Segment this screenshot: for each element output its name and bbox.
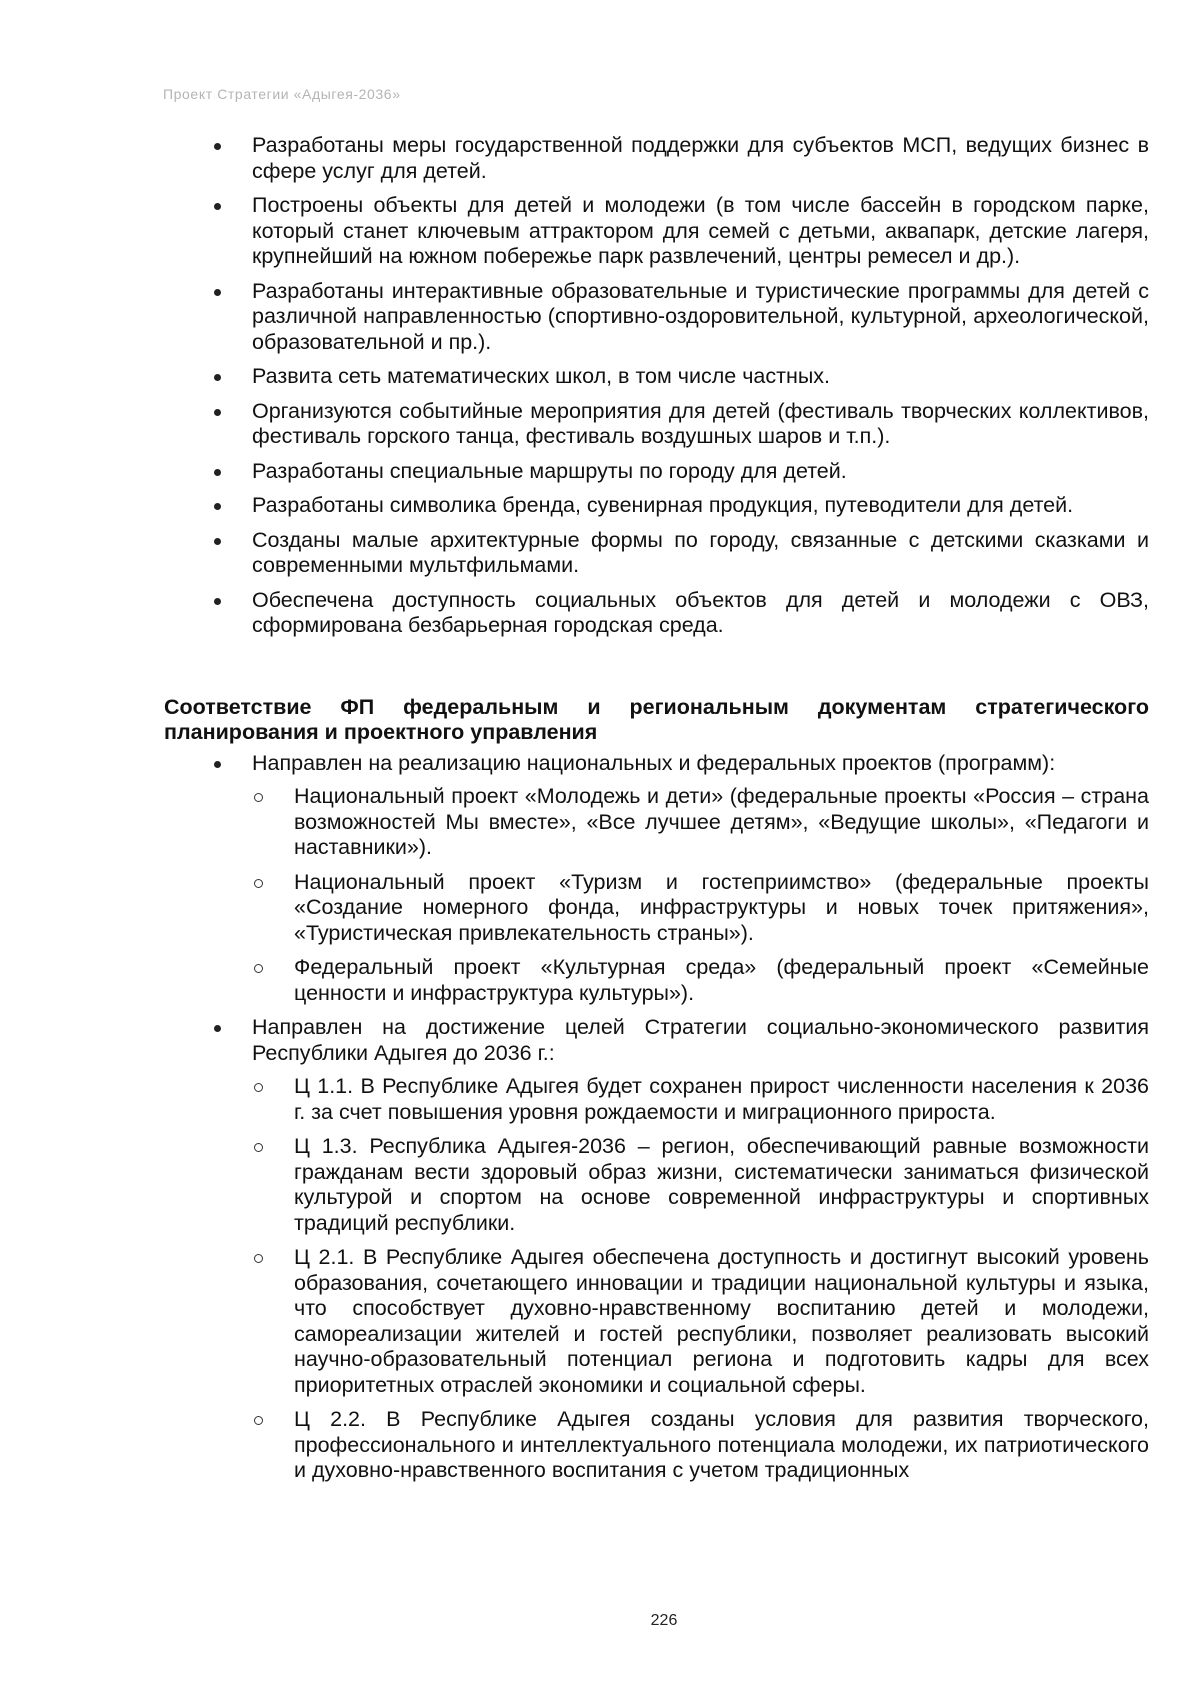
- document-body: [164, 133, 1149, 1493]
- sub-list: [252, 1074, 1149, 1484]
- sub-list-item: [252, 784, 1149, 861]
- list-item-text: Организуются событийные мероприятия для детей (фестиваль творческих коллективов, фестиваль горского танца, фестиваль воздушных шаров и т.п.).: [252, 398, 1149, 448]
- sub-list-item-text: Ц 2.2. В Республике Адыгея созданы условия для развития творческого, профессионального и интеллектуального потенциала молодежи, их патриотического и духовно-нравственного воспитания с учетом традиционных: [294, 1407, 1149, 1482]
- list-item: [164, 528, 1149, 579]
- list-item: [164, 751, 1149, 1007]
- circle-bullet-icon: [254, 879, 263, 888]
- list-item-text: Разработаны интерактивные образовательные и туристические программы для детей с различной направленностью (спортивно-оздоровительной, культурной, археологической, образовательной и пр.).: [252, 278, 1149, 354]
- bullet-icon: [214, 374, 221, 381]
- section-bullet-list: [164, 751, 1149, 1484]
- list-item-text: Обеспечена доступность социальных объектов для детей и молодежи с ОВЗ, сформирована безбарьерная городская среда.: [252, 587, 1149, 637]
- sub-list-item-text: Ц 1.1. В Республике Адыгея будет сохранен прирост численности населения к 2036 г. за счет повышения уровня рождаемости и миграционного прироста.: [294, 1074, 1149, 1124]
- list-item-text: Разработаны меры государственной поддержки для субъектов МСП, ведущих бизнес в сфере услуг для детей.: [252, 133, 1149, 183]
- bullet-icon: [214, 469, 221, 476]
- bullet-icon: [214, 409, 221, 416]
- page-header: Проект Стратегии «Адыгея-2036»: [163, 86, 401, 102]
- sub-list-item: [252, 1074, 1149, 1125]
- sub-list-item: [252, 870, 1149, 947]
- list-item-text: Направлен на реализацию национальных и федеральных проектов (программ):: [252, 750, 1056, 775]
- bullet-icon: [214, 538, 221, 545]
- list-item: [164, 459, 1149, 485]
- sub-list-item-text: Национальный проект «Молодежь и дети» (федеральные проекты «Россия – страна возможностей Мы вместе», «Все лучшее детям», «Ведущие школы», «Педагоги и наставники»).: [294, 784, 1149, 859]
- sub-list-item: [252, 1134, 1149, 1236]
- list-item: [164, 399, 1149, 450]
- list-item: [164, 133, 1149, 184]
- sub-list-item-text: Федеральный проект «Культурная среда» (федеральный проект «Семейные ценности и инфраструктура культуры»).: [294, 955, 1149, 1005]
- list-item-text: Развита сеть математических школ, в том числе частных.: [252, 364, 831, 388]
- circle-bullet-icon: [254, 1083, 263, 1092]
- circle-bullet-icon: [254, 1254, 263, 1263]
- list-item-text: Построены объекты для детей и молодежи (в том числе бассейн в городском парке, который станет ключевым аттрактором для семей с детьми, аквапарк, детские лагеря, крупнейший на южном побережье парк развлечений, центры ремесел и др.).: [252, 193, 1149, 268]
- sub-list-item-text: Национальный проект «Туризм и гостеприимство» (федеральные проекты «Создание номерного фонда, инфраструктуры и новых точек притяжения», «Туристическая привлекательность страны»).: [294, 869, 1149, 945]
- bullet-icon: [214, 143, 221, 150]
- list-item: [164, 588, 1149, 639]
- bullet-icon: [214, 503, 221, 510]
- section-heading: Соответствие ФП федеральным и региональным документам стратегического планирования и проектного управления: [164, 694, 1149, 744]
- bullet-icon: [214, 1025, 221, 1032]
- list-item-text: Разработаны символика бренда, сувенирная продукция, путеводители для детей.: [252, 493, 1074, 517]
- list-item: [164, 193, 1149, 270]
- circle-bullet-icon: [254, 1143, 263, 1152]
- list-item: [164, 279, 1149, 356]
- bullet-icon: [214, 761, 221, 768]
- circle-bullet-icon: [254, 1416, 263, 1425]
- sub-list-item-text: Ц 2.1. В Республике Адыгея обеспечена доступность и достигнут высокий уровень образования, сочетающего инновации и традиции национальной культуры и языка, что способствует духовно-нравственному воспитанию детей и молодежи, самореализации жителей и гостей республики, позволяет реализовать высокий научно-образовательный потенциал региона и подготовить кадры для всех приоритетных отраслей экономики и социальной сферы.: [294, 1245, 1149, 1397]
- list-item: [164, 1015, 1149, 1484]
- list-item: [164, 493, 1149, 519]
- sub-list-item-text: Ц 1.3. Республика Адыгея-2036 – регион, обеспечивающий равные возможности гражданам вести здоровый образ жизни, систематически заниматься физической культурой и спортом на основе современной инфраструктуры и спортивных традиций республики.: [294, 1134, 1149, 1235]
- bullet-icon: [214, 598, 221, 605]
- circle-bullet-icon: [254, 793, 263, 802]
- list-item-text: Разработаны специальные маршруты по городу для детей.: [252, 458, 847, 483]
- circle-bullet-icon: [254, 964, 263, 973]
- list-item-text: Созданы малые архитектурные формы по городу, связанные с детскими сказками и современными мультфильмами.: [252, 527, 1149, 577]
- page-number: 226: [650, 1612, 678, 1629]
- sub-list-item: [252, 955, 1149, 1006]
- list-item: [164, 364, 1149, 390]
- sub-list: [252, 784, 1149, 1006]
- top-bullet-list: [164, 133, 1149, 639]
- bullet-icon: [214, 203, 221, 210]
- sub-list-item: [252, 1407, 1149, 1484]
- bullet-icon: [214, 289, 221, 296]
- list-item-text: Направлен на достижение целей Стратегии социально-экономического развития Республики Адыгея до 2036 г.:: [252, 1015, 1149, 1065]
- sub-list-item: [252, 1245, 1149, 1398]
